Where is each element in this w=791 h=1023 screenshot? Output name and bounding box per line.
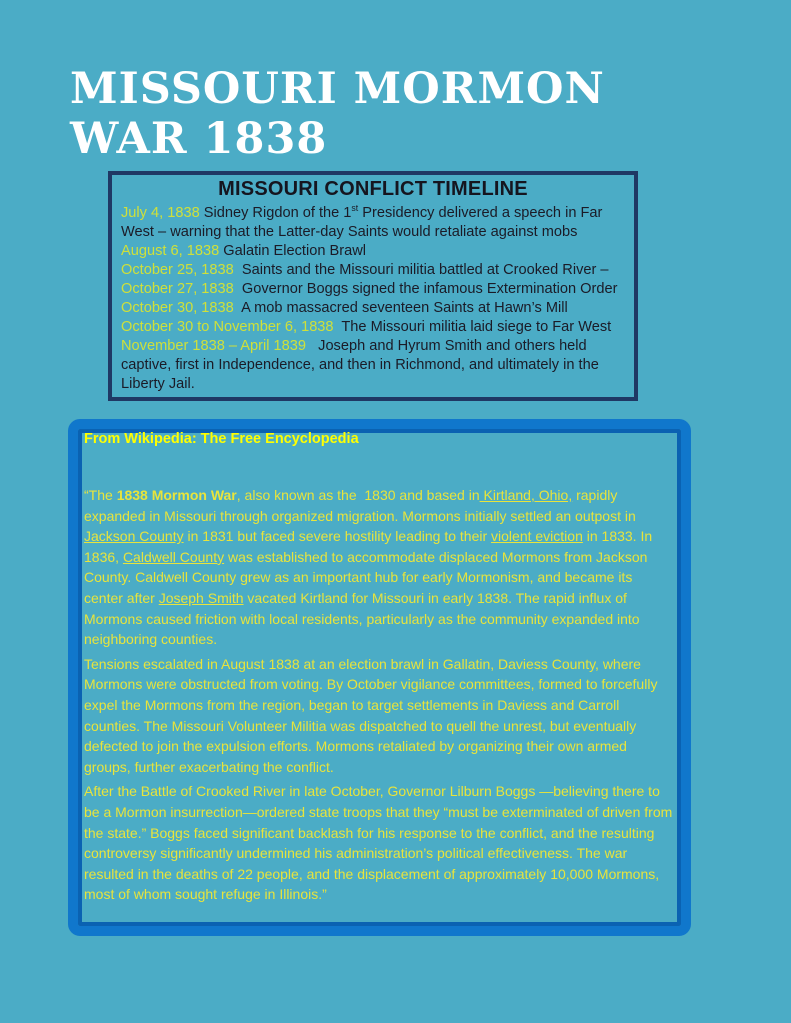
timeline-title: MISSOURI CONFLICT TIMELINE <box>218 178 528 200</box>
text-run: Presidency delivered a speech in Far West – warning that the Latter-day Saints would retaliate against mobs <box>121 205 607 240</box>
timeline-date: October 30, 1838 <box>121 300 234 316</box>
text-run: vacated Kirtland for Missouri in early 1838. The rapid influx of Mormons caused friction with local residents, particularly as the community expanded into neighboring counties. <box>84 589 644 648</box>
timeline-date: October 30 to November 6, 1838 <box>121 319 334 335</box>
timeline-entry <box>121 242 625 261</box>
wiki-link[interactable]: Caldwell County <box>122 548 225 565</box>
text-run: Governor Boggs signed the infamous Extermination Order <box>233 281 618 297</box>
timeline-entry <box>121 261 625 280</box>
text-run: 1838 Mormon War <box>116 487 237 503</box>
timeline-panel <box>108 171 638 401</box>
text-run: Sidney Rigdon of the 1 <box>199 205 352 221</box>
text-run: , also known as the 1830 and based in <box>236 487 480 503</box>
timeline-entry <box>121 318 625 337</box>
text-run: in 1833. In 1836, <box>84 528 657 565</box>
text-run: Tensions escalated in August 1838 at an election brawl in Gallatin, Daviess County, where Mormons were obstructed from voting. By October vigilance committees, formed to forcefully expel the Mormons from the region, began to target settlements in Daviess and Carroll counties. The Missouri Volunteer Militia was dispatched to quell the unrest, but eventually defected to join the expulsion efforts. Mormons retaliated by organizing their own armed groups, further exacerbating the conflict. <box>84 655 662 775</box>
text-run: Joseph and Hyrum Smith and others held captive, first in Independence, and then in Richmond, and ultimately in the Liberty Jail. <box>121 338 603 392</box>
wiki-paragraph <box>84 485 673 650</box>
wiki-panel <box>68 419 691 936</box>
text-run: was established to accommodate displaced Mormons from Jackson County. Caldwell County grew as an important hub for early Mormonism, and became its center after <box>84 548 652 606</box>
wiki-link[interactable]: violent eviction <box>491 528 583 545</box>
timeline-date: November 1838 – April 1839 <box>121 338 306 354</box>
timeline-entry <box>121 204 625 242</box>
text-run: Galatin Election Brawl <box>219 243 367 259</box>
text-run: Saints and the Missouri militia battled at Crooked River – <box>233 262 609 278</box>
wiki-link[interactable]: Joseph Smith <box>158 589 244 606</box>
text-run: st <box>351 203 359 214</box>
timeline-date: October 25, 1838 <box>121 262 234 278</box>
wiki-paragraph <box>84 654 673 778</box>
text-run: rapidly expanded in Missouri through organized migration. Mormons initially settled an outpost in <box>84 487 640 524</box>
timeline-entry <box>121 280 625 299</box>
text-run: The Missouri militia laid siege to Far West <box>333 319 612 335</box>
wiki-source-header: From Wikipedia: The Free Encyclopedia <box>84 431 359 447</box>
text-run: After the Battle of Crooked River in late October, Governor Lilburn Boggs —believing there to be a Mormon insurrection—ordered state troops that they “must be exterminated of driven from the state.” Boggs faced significant backlash for his response to the conflict, and the resulting controversy significantly undermined his administration’s political effectiveness. The war resulted in the deaths of 22 people, and the displacement of approximately 10,000 Mormons, most of whom sought refuge in Illinois.” <box>84 783 677 903</box>
wiki-link[interactable]: Jackson County <box>84 528 184 545</box>
timeline-entry <box>121 299 625 318</box>
page-title-line2: WAR 1838 <box>70 114 328 164</box>
timeline-entry <box>121 337 625 394</box>
page-title <box>70 64 605 164</box>
text-run: in 1831 but faced severe hostility leading to their <box>183 528 492 545</box>
timeline-date: August 6, 1838 <box>121 243 220 259</box>
wiki-paragraph <box>84 781 677 905</box>
page-title-line1: MISSOURI MORMON <box>70 64 605 114</box>
wiki-link[interactable]: Kirtland, Ohio, <box>479 487 573 503</box>
timeline-date: October 27, 1838 <box>121 281 234 297</box>
text-run: A mob massacred seventeen Saints at Hawn’s Mill <box>233 300 568 316</box>
text-run: “The <box>84 487 117 503</box>
timeline-date: July 4, 1838 <box>121 205 200 221</box>
